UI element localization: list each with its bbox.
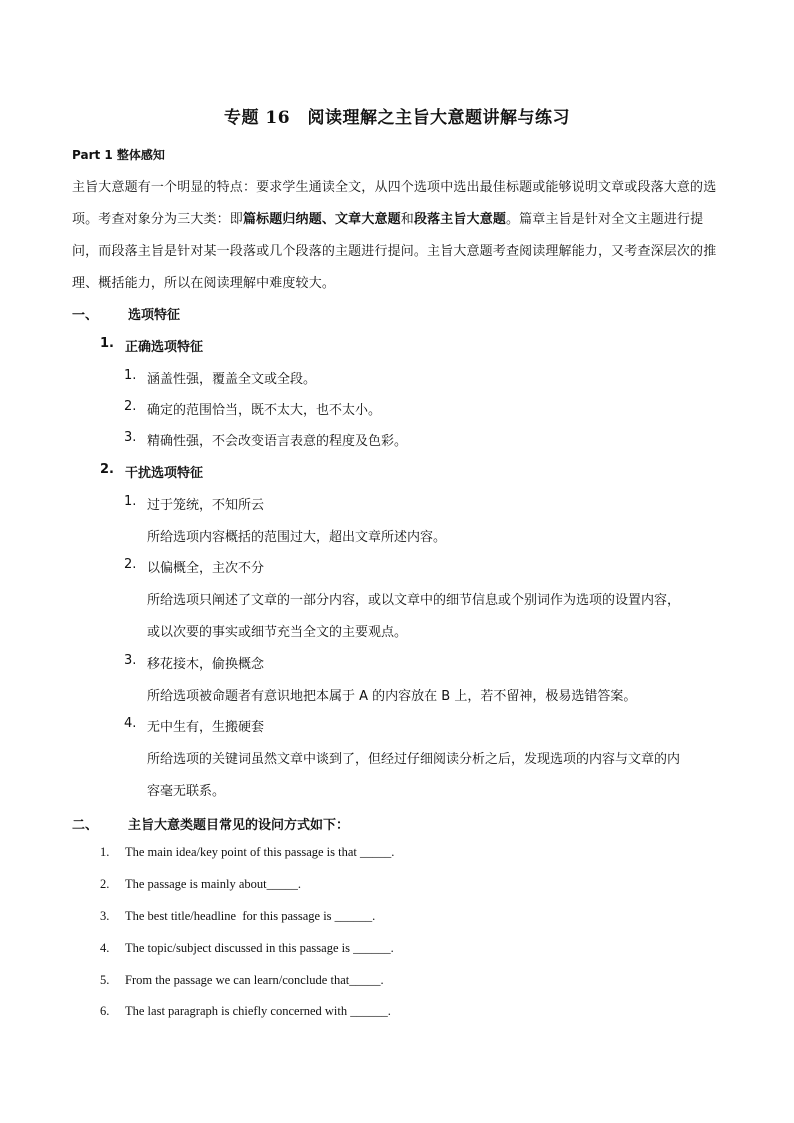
- intro-sep-1: 、: [321, 212, 336, 227]
- section-1-number: 一、: [72, 308, 99, 323]
- question-5-text: From the passage we can learn/conclude that_____.: [125, 973, 384, 987]
- correct-item-1-number: 1.: [124, 368, 137, 383]
- section-1-title: 选项特征: [128, 308, 181, 323]
- question-1-text: The main idea/key point of this passage is that _____.: [125, 845, 395, 859]
- correct-item-2-number: 2.: [124, 399, 137, 414]
- distractor-2-number: 2.: [124, 557, 137, 572]
- section-2-title: 主旨大意类题目常见的设问方式如下：: [128, 818, 350, 833]
- distractor-2-desc-line-1: 所给选项只阐述了文章的一部分内容，或以文章中的细节信息或个别词作为选项的设置内容，: [147, 593, 681, 608]
- correct-item-3-number: 3.: [124, 430, 137, 445]
- sub-2-number: 2.: [100, 462, 114, 477]
- distractor-1-title: 过于笼统，不知所云: [147, 498, 265, 513]
- distractor-1-desc: 所给选项内容概括的范围过大，超出文章所述内容。: [147, 530, 447, 545]
- question-1-number: 1.: [100, 845, 110, 859]
- intro-bold-2: 文章大意题: [335, 212, 401, 227]
- section-2-number: 二、: [72, 818, 99, 833]
- correct-item-1-text: 涵盖性强，覆盖全文或全段。: [147, 372, 317, 387]
- distractor-4-desc-line-1: 所给选项的关键词虽然文章中谈到了，但经过仔细阅读分析之后，发现选项的内容与文章的内: [147, 752, 681, 767]
- question-2-text: The passage is mainly about_____.: [125, 877, 302, 891]
- intro-bold-3: 段落主旨大意题: [413, 212, 506, 227]
- intro-text-2: 。篇章主旨是针对全文主题进行提问，而段落主旨是针对某一段落或几个段落的主题进行提问。主旨大意题考查阅读理解能力，又考查深层次的推理、概括能力，所以在阅读理解中难度较大。: [72, 212, 717, 291]
- distractor-2-desc-line-2: 或以次要的事实或细节充当全文的主要观点。: [147, 625, 408, 640]
- question-4-text: The topic/subject discussed in this passage is ______.: [125, 941, 394, 955]
- distractor-4-desc-line-2: 容毫无联系。: [147, 784, 226, 799]
- part-heading: Part 1 整体感知: [72, 148, 165, 162]
- correct-item-3-text: 精确性强，不会改变语言表意的程度及色彩。: [147, 434, 408, 449]
- distractor-1-number: 1.: [124, 494, 137, 509]
- distractor-3-number: 3.: [124, 653, 137, 668]
- intro-bold-1: 篇标题归纳题: [242, 212, 322, 227]
- distractor-2-title: 以偏概全，主次不分: [147, 561, 265, 576]
- question-4-number: 4.: [100, 941, 110, 955]
- sub-2-title: 干扰选项特征: [125, 466, 204, 481]
- question-6-number: 6.: [100, 1004, 110, 1018]
- sub-1-number: 1.: [100, 336, 114, 351]
- distractor-4-title: 无中生有，生搬硬套: [147, 720, 265, 735]
- question-3-number: 3.: [100, 909, 110, 923]
- intro-text-1: 主旨大意题有一个明显的特点：要求学生通读全文，从四个选项中选出最佳标题或能够说明文章或段落大意的选项。考查对象分为三大类：即: [72, 180, 717, 227]
- distractor-4-number: 4.: [124, 716, 137, 731]
- distractor-3-desc: 所给选项被命题者有意识地把本属于 A 的内容放在 B 上，若不留神，极易选错答案。: [147, 689, 637, 704]
- intro-sep-2: 和: [400, 212, 414, 227]
- page-title: 专题 16 阅读理解之主旨大意题讲解与练习: [223, 108, 571, 128]
- correct-item-2-text: 确定的范围恰当，既不太大，也不太小。: [147, 403, 382, 418]
- question-6-text: The last paragraph is chiefly concerned with ______.: [125, 1004, 391, 1018]
- question-3-text: The best title/headline for this passage is ______.: [125, 909, 376, 923]
- question-5-number: 5.: [100, 973, 110, 987]
- question-2-number: 2.: [100, 877, 110, 891]
- intro-paragraph: [72, 172, 724, 300]
- distractor-3-title: 移花接木，偷换概念: [147, 657, 265, 672]
- sub-1-title: 正确选项特征: [125, 340, 204, 355]
